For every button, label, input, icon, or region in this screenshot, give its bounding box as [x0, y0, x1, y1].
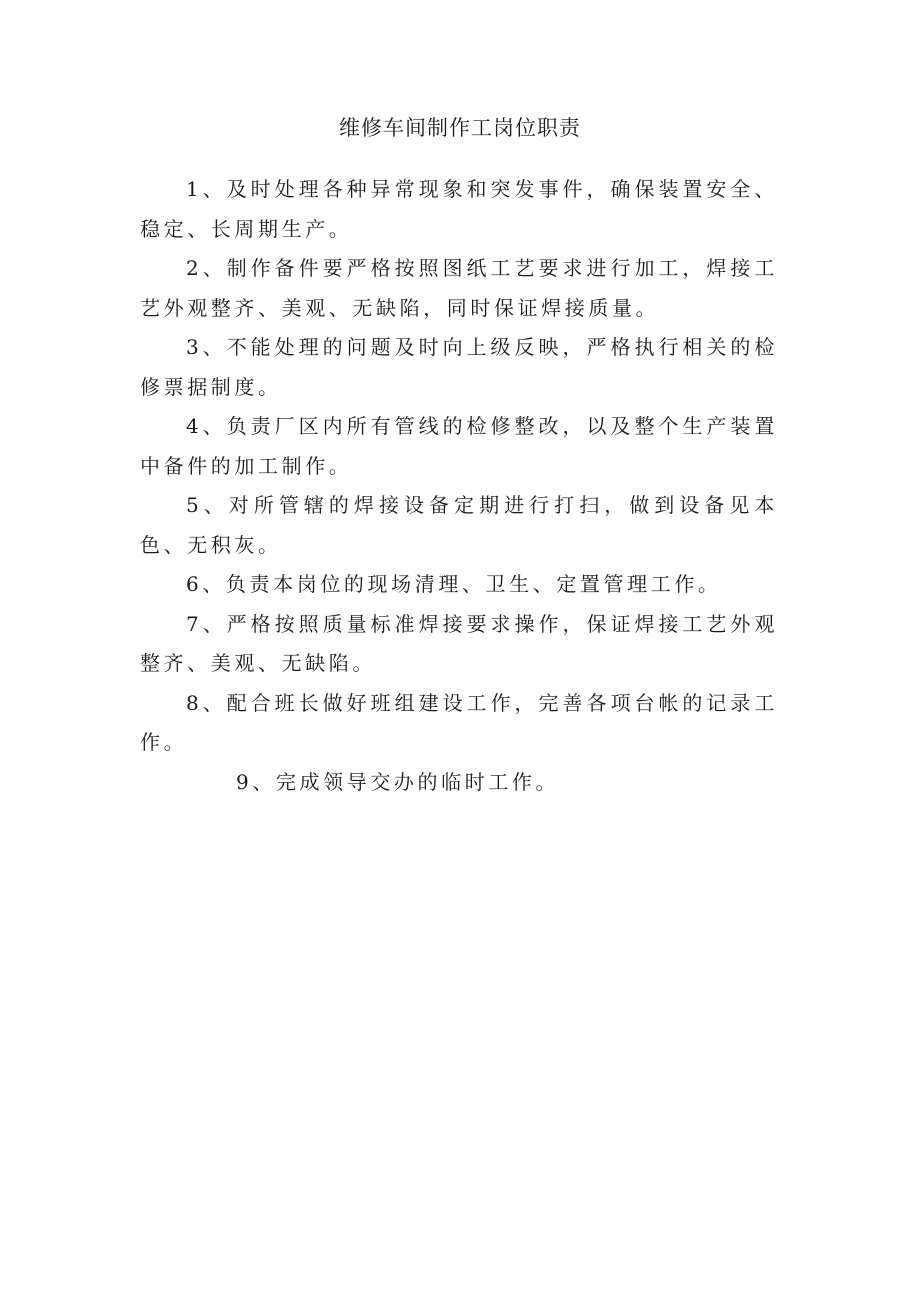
duty-item-2: 2、制作备件要严格按照图纸工艺要求进行加工，焊接工艺外观整齐、美观、无缺陷，同时保证焊接质量。 [140, 256, 778, 320]
duty-item-1: 1、及时处理各种异常现象和突发事件，确保装置安全、稳定、长周期生产。 [140, 177, 778, 241]
duty-item-4: 4、负责厂区内所有管线的检修整改，以及整个生产装置中备件的加工制作。 [140, 414, 778, 478]
duty-item-7: 7、严格按照质量标准焊接要求操作，保证焊接工艺外观整齐、美观、无缺陷。 [140, 611, 778, 675]
duty-item-5: 5、对所管辖的焊接设备定期进行打扫，做到设备见本色、无积灰。 [140, 493, 778, 557]
duty-list [140, 170, 778, 802]
duty-item-8: 8、配合班长做好班组建设工作，完善各项台帐的记录工作。 [140, 690, 778, 754]
duty-item-6: 6、负责本岗位的现场清理、卫生、定置管理工作。 [186, 572, 722, 596]
duty-item-9: 9、完成领导交办的临时工作。 [236, 769, 560, 794]
duty-item-3: 3、不能处理的问题及时向上级反映，严格执行相关的检修票据制度。 [140, 335, 778, 399]
page-title: 维修车间制作工岗位职责 [339, 116, 581, 140]
